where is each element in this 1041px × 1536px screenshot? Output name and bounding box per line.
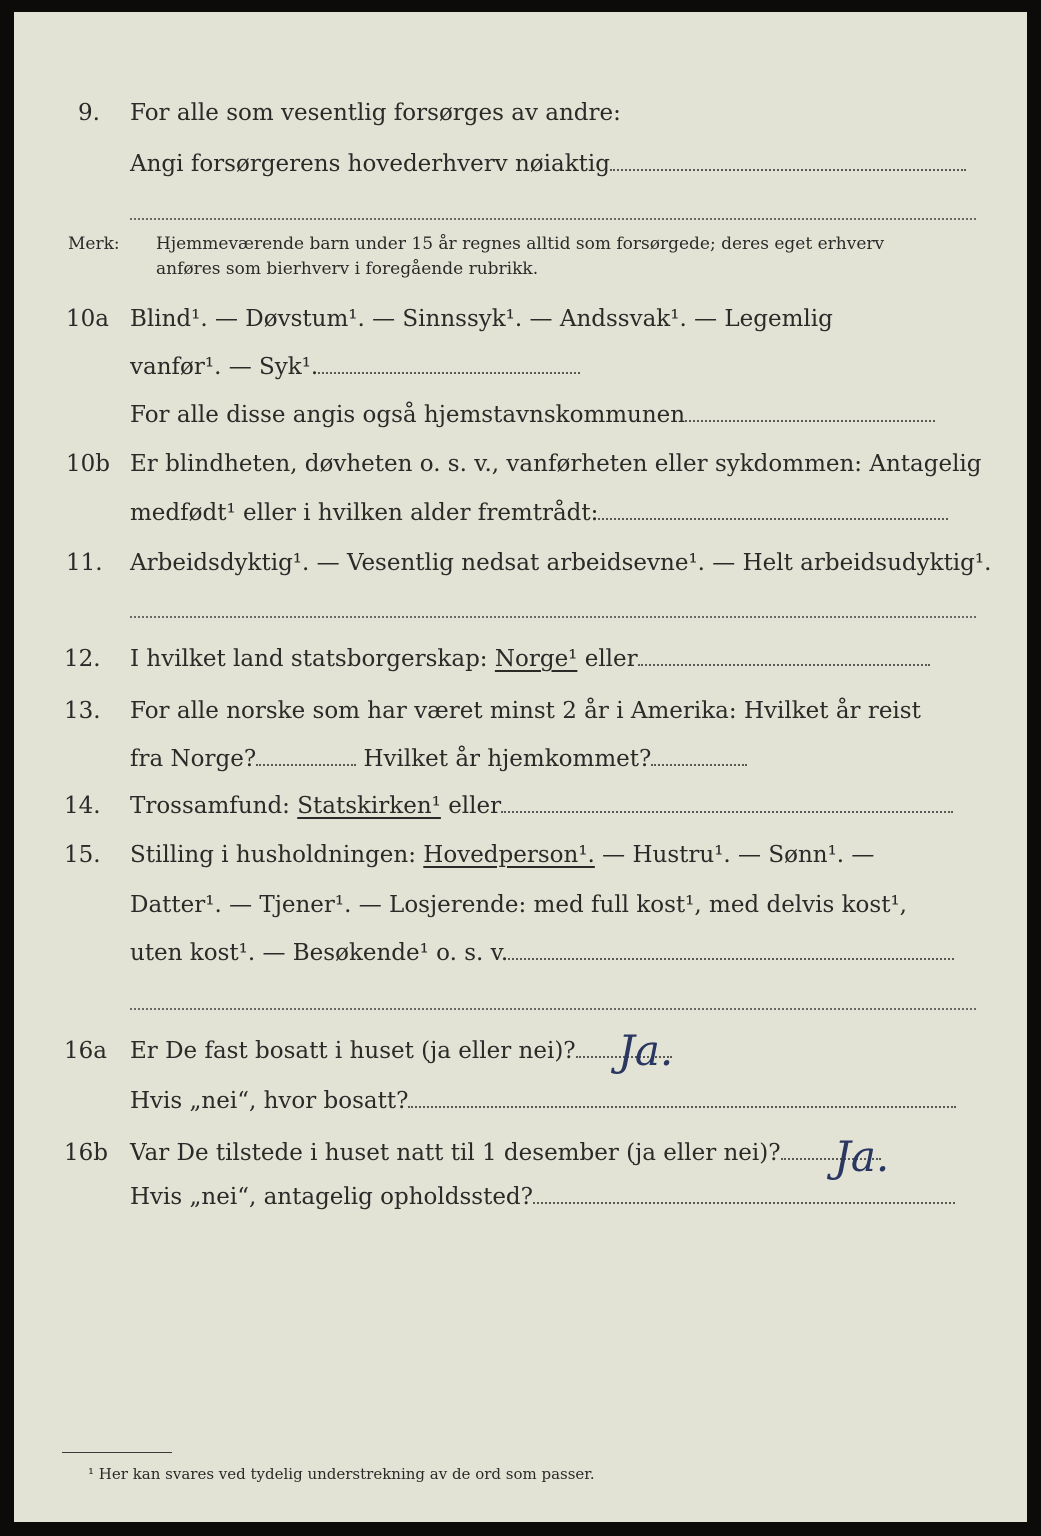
merk-note-line1: Hjemmeværende barn under 15 år regnes alltid som forsørgede; deres eget erhverv	[156, 234, 885, 254]
q15-selected-option[interactable]: Hovedperson¹.	[423, 842, 595, 868]
q16b-question	[130, 1138, 881, 1168]
footnote-separator	[62, 1452, 172, 1453]
q9-question: For alle som vesentlig forsørges av andre:	[130, 100, 621, 126]
q14-question	[130, 791, 953, 821]
q16a-question	[130, 1036, 672, 1066]
q16a-question-text: Er De fast bosatt i huset (ja eller nei)?	[130, 1038, 576, 1064]
census-form-page	[14, 12, 1027, 1522]
q10b-subquestion	[130, 498, 948, 528]
q13-number: 13.	[64, 698, 101, 724]
q16b-handwritten-answer: Ja.	[834, 1132, 890, 1181]
q10b-question: Er blindheten, døvheten o. s. v., vanførheten eller sykdommen: Antagelig	[130, 451, 982, 477]
q13-question: For alle norske som har været minst 2 år i Amerika: Hvilket år reist	[130, 698, 921, 724]
q10a-answer-field[interactable]	[318, 372, 580, 374]
q14-answer-field[interactable]	[501, 811, 953, 813]
q16b-subquestion	[130, 1182, 955, 1212]
q15-options-line2: Datter¹. — Tjener¹. — Losjerende: med full kost¹, med delvis kost¹,	[130, 892, 907, 918]
merk-note-line2: anføres som bierhverv i foregående rubrikk.	[156, 259, 539, 279]
q10a-options-line2-text: vanfør¹. — Syk¹.	[130, 354, 319, 380]
q15-options-line1-rest: — Hustru¹. — Sønn¹. —	[602, 842, 875, 868]
q11-answer-line[interactable]	[130, 616, 976, 618]
q12-question	[130, 644, 930, 674]
q15-options-line1	[130, 840, 874, 870]
q15-number: 15.	[64, 842, 101, 868]
q13-hjemkommet-text: Hvilket år hjemkommet?	[363, 746, 652, 772]
q11-options: Arbeidsdyktig¹. — Vesentlig nedsat arbeidsevne¹. — Helt arbeidsudyktig¹.	[130, 550, 992, 576]
q16a-subquestion	[130, 1086, 956, 1116]
q12-answer-field[interactable]	[638, 664, 930, 666]
q12-number: 12.	[64, 646, 101, 672]
q12-question-text: I hvilket land statsborgerskap:	[130, 646, 488, 672]
q15-extra-answer-line[interactable]	[130, 1008, 976, 1010]
q15-question-text: Stilling i husholdningen:	[130, 842, 416, 868]
q10a-number: 10a	[66, 306, 109, 332]
q11-number: 11.	[66, 550, 103, 576]
q9-extra-answer-line[interactable]	[130, 218, 976, 220]
q10b-number: 10b	[66, 451, 110, 477]
q13-hjemkommet-field[interactable]	[651, 764, 747, 766]
q9-subquestion	[130, 149, 966, 179]
q15-options-line3	[130, 938, 954, 968]
footnote	[88, 1464, 595, 1484]
footnote-mark: ¹	[88, 1465, 95, 1483]
q10b-answer-field[interactable]	[598, 518, 948, 520]
q9-number: 9.	[78, 100, 100, 126]
q14-number: 14.	[64, 793, 101, 819]
q15-options-line3-text: uten kost¹. — Besøkende¹ o. s. v.	[130, 940, 509, 966]
merk-label: Merk:	[68, 234, 120, 254]
q10a-options-line2	[130, 352, 580, 382]
q14-suffix: eller	[448, 793, 502, 819]
q10b-subquestion-text: medfødt¹ eller i hvilken alder fremtrådt:	[130, 500, 599, 526]
q12-selected-option[interactable]: Norge¹	[494, 646, 578, 672]
q14-question-text: Trossamfund:	[130, 793, 290, 819]
q16a-subanswer-field[interactable]	[408, 1106, 956, 1108]
q16b-subanswer-field[interactable]	[533, 1202, 955, 1204]
footnote-text: Her kan svares ved tydelig understrekning av de ord som passer.	[98, 1465, 595, 1483]
q16a-number: 16a	[64, 1038, 107, 1064]
q14-selected-option[interactable]: Statskirken¹	[297, 793, 441, 819]
q10a-options-line1: Blind¹. — Døvstum¹. — Sinnssyk¹. — Andssvak¹. — Legemlig	[130, 306, 833, 332]
q15-answer-field[interactable]	[508, 958, 954, 960]
q13-reist-field[interactable]	[256, 764, 356, 766]
q16a-subquestion-text: Hvis „nei“, hvor bosatt?	[130, 1088, 409, 1114]
q9-subquestion-text: Angi forsørgerens hovederhverv nøiaktig	[130, 151, 610, 177]
q13-subquestions	[130, 744, 747, 774]
q10a-hjemstavn-field[interactable]	[685, 420, 935, 422]
q16b-subquestion-text: Hvis „nei“, antagelig opholdssted?	[130, 1184, 533, 1210]
q10a-hjemstavn-text: For alle disse angis også hjemstavnskommunen	[130, 402, 686, 428]
q10a-hjemstavn	[130, 400, 935, 430]
q16b-question-text: Var De tilstede i huset natt til 1 desember (ja eller nei)?	[130, 1140, 781, 1166]
q9-answer-field[interactable]	[610, 169, 966, 171]
q16b-number: 16b	[64, 1140, 108, 1166]
q16a-handwritten-answer: Ja.	[618, 1026, 674, 1075]
q13-reist-text: fra Norge?	[130, 746, 257, 772]
q12-suffix: eller	[584, 646, 638, 672]
